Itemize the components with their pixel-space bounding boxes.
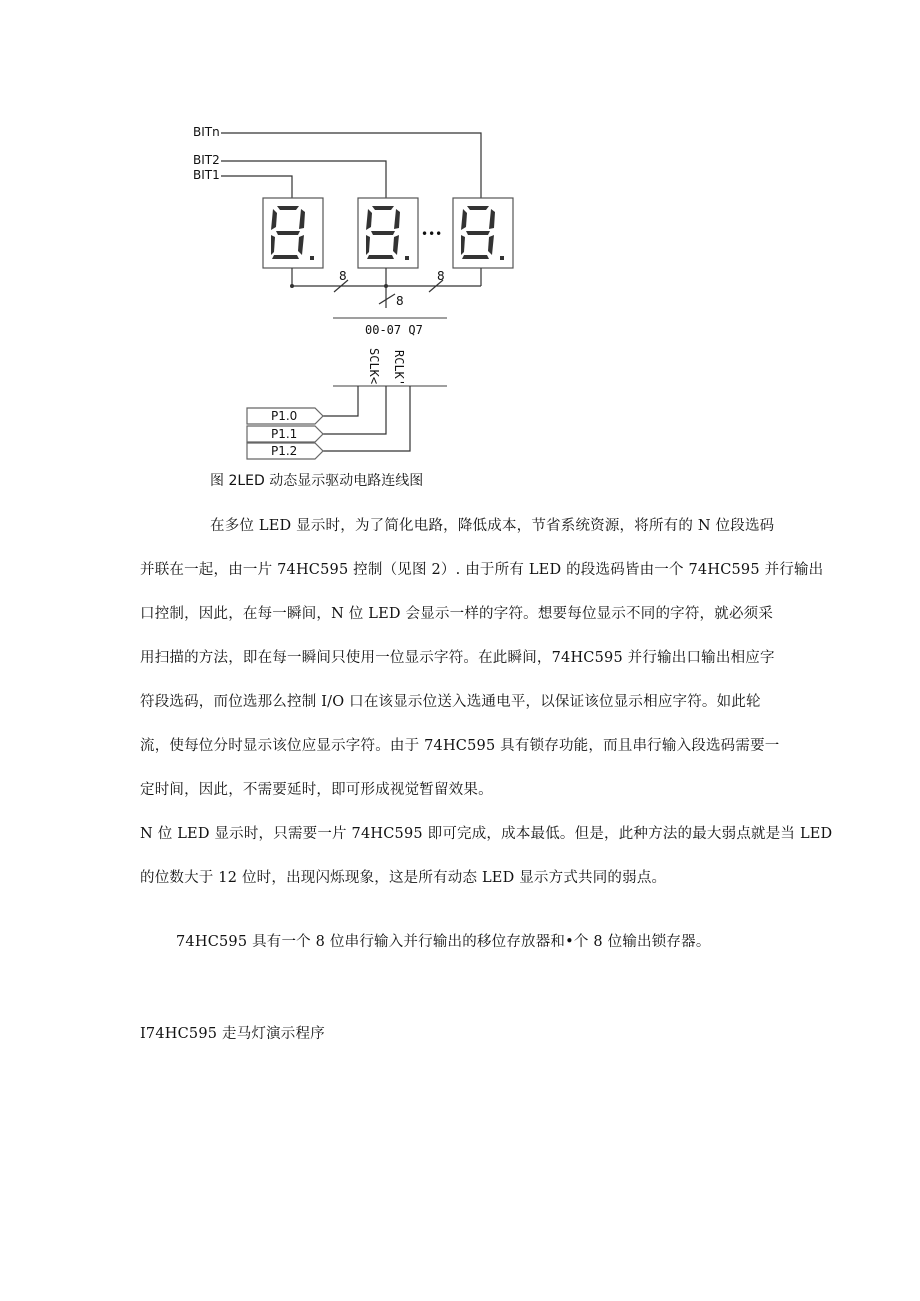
section-heading: I74HC595 走马灯演示程序: [140, 1026, 325, 1042]
body-paragraph-1-line-6: 流，使每位分时显示该位应显示字符。由于 74HC595 具有锁存功能，而且串行输入段选码需要一: [140, 738, 780, 754]
port-label-p10: P1.0: [271, 409, 298, 423]
port-label-p11: P1.1: [271, 427, 298, 441]
body-paragraph-1-line-1: 在多位 LED 显示时，为了简化电路，降低成本，节省系统资源，将所有的 N 位段选码: [210, 518, 775, 534]
junction-dot-1: [290, 284, 294, 288]
chip-output-label: 00-07 Q7: [365, 323, 423, 337]
body-paragraph-1-line-3: 口控制，因此，在每一瞬间，N 位 LED 会显示一样的字符。想要每位显示不同的字符，就必须采: [140, 606, 774, 622]
body-paragraph-2-line-2: 的位数大于 12 位时，出现闪烁现象，这是所有动态 LED 显示方式共同的弱点。: [140, 870, 667, 886]
label-bit2: BIT2: [193, 153, 220, 167]
bus-width-label-2: 8: [396, 294, 404, 308]
wire-p12: [323, 386, 410, 451]
body-paragraph-1-line-7: 定时间，因此，不需要延时，即可形成视觉暂留效果。: [140, 782, 493, 798]
label-bitn: BITn: [193, 125, 220, 139]
bus-width-label-3: 8: [437, 269, 445, 283]
junction-dot-2: [384, 284, 388, 288]
chip-pin-rclk: RCLK': [392, 350, 406, 387]
port-label-p12: P1.2: [271, 444, 298, 458]
wire-p10: [323, 386, 358, 416]
body-paragraph-1-line-4: 用扫描的方法，即在每一瞬间只使用一位显示字符。在此瞬间，74HC595 并行输出口输出相应字: [140, 650, 775, 666]
ellipsis: •••: [421, 227, 443, 241]
body-paragraph-2-line-1: N 位 LED 显示时，只需要一片 74HC595 即可完成，成本最低。但是，此种方法的最大弱点就是当 LED: [140, 826, 833, 842]
body-paragraph-3: 74HC595 具有一个 8 位串行输入并行输出的移位存放器和•个 8 位输出锁存器。: [176, 934, 711, 950]
led-drive-circuit-diagram: [185, 118, 525, 463]
digit-glyph-n: [461, 206, 504, 260]
figure-caption: 图 2LED 动态显示驱动电路连线图: [210, 473, 424, 489]
chip-pin-sclk: SCLK<: [367, 348, 381, 385]
label-bit1: BIT1: [193, 168, 220, 182]
body-paragraph-1-line-2: 并联在一起，由一片 74HC595 控制（见图 2）. 由于所有 LED 的段选码皆由一个 74HC595 并行输出: [140, 562, 824, 578]
bus-width-label-1: 8: [339, 269, 347, 283]
body-paragraph-1-line-5: 符段选码，而位选那么控制 I/O 口在该显示位送入选通电平，以保证该位显示相应字符。如此轮: [140, 694, 761, 710]
bit2-wire: [221, 161, 386, 198]
digit-glyph-1: [271, 206, 314, 260]
digit-glyph-2: [366, 206, 409, 260]
bus-slash-2: [379, 294, 395, 304]
bitn-wire: [221, 133, 481, 198]
bit1-wire: [221, 176, 292, 198]
wire-p11: [323, 386, 386, 434]
